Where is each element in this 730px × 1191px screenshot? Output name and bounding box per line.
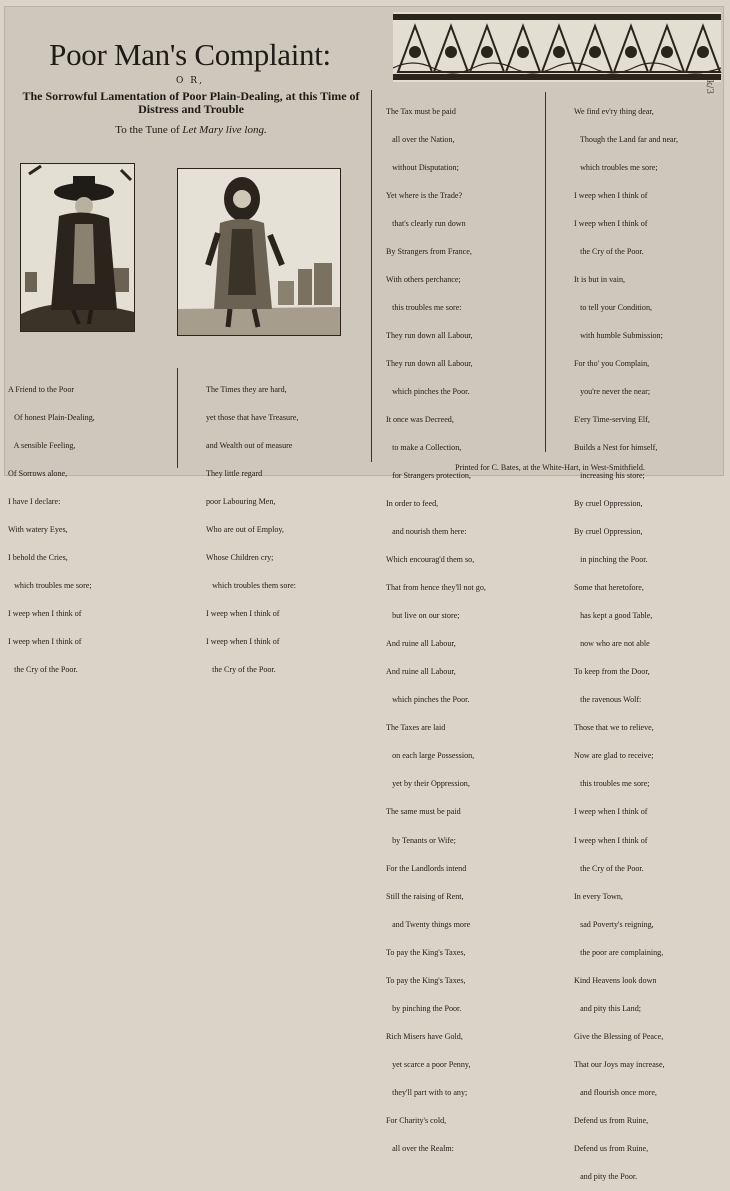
- verse-line: to tell your Condition,: [574, 302, 653, 312]
- verse-line: without Disputation;: [386, 162, 459, 172]
- verse-line: which troubles them sore:: [206, 580, 296, 590]
- verse-line: yet scarce a poor Penny,: [386, 1059, 471, 1069]
- verse-line: Kind Heavens look down: [574, 975, 657, 985]
- verse-line: by pinching the Poor.: [386, 1003, 462, 1013]
- verse-line: in pinching the Poor.: [574, 555, 648, 565]
- verse-line: To pay the King's Taxes,: [386, 947, 466, 957]
- verse-line: poor Labouring Men,: [206, 496, 276, 506]
- verse-line: the ravenous Wolf:: [574, 695, 642, 705]
- verse-line: And ruine all Labour,: [386, 639, 456, 649]
- verse-line: for Strangers protection,: [386, 471, 471, 481]
- verse-line: Yet where is the Trade?: [386, 190, 463, 200]
- verse-line: Defend us from Ruine,: [574, 1143, 649, 1153]
- verse-line: Of honest Plain-Dealing,: [8, 412, 95, 422]
- verse-line: It is but in vain,: [574, 274, 626, 284]
- verse-line: on each large Possession,: [386, 751, 475, 761]
- verse-line: which troubles me sore;: [8, 580, 92, 590]
- verse-line: the Cry of the Poor.: [206, 665, 276, 674]
- verse-line: this troubles me sore:: [386, 302, 462, 312]
- verse-line: I weep when I think of: [8, 636, 82, 646]
- verse-line: I weep when I think of: [8, 608, 82, 618]
- verse-line: you're never the near;: [574, 387, 651, 396]
- verse-line: A Friend to the Poor: [8, 384, 75, 394]
- verse-column-1: [8, 366, 95, 684]
- verse-line: and Wealth out of measure: [206, 440, 293, 450]
- verse-line: With watery Eyes,: [8, 524, 68, 534]
- verse-line: I weep when I think of: [574, 218, 648, 228]
- printer-imprint: Printed for C. Bates, at the White-Hart, in West-Smithfield.: [455, 463, 645, 472]
- verse-line: The same must be paid: [386, 807, 461, 817]
- verse-line: increasing his store;: [574, 471, 645, 481]
- archive-margin-note: k/3: [704, 79, 715, 95]
- verse-line: By cruel Oppression,: [574, 527, 643, 537]
- verse-line: I weep when I think of: [574, 835, 648, 845]
- verse-line: I have I declare:: [8, 496, 61, 506]
- verse-line: Which encourag'd them so,: [386, 555, 475, 565]
- verse-line: Still the raising of Rent,: [386, 891, 464, 901]
- verse-line: and Twenty things more: [386, 919, 471, 929]
- verse-line: I weep when I think of: [206, 608, 280, 618]
- ballad-title: Poor Man's Complaint:: [49, 37, 331, 72]
- verse-line: That from hence they'll not go,: [386, 583, 486, 593]
- column-rule: [371, 90, 372, 462]
- verse-line: Rich Misers have Gold,: [386, 1031, 463, 1041]
- verse-line: By Strangers from France,: [386, 246, 472, 256]
- verse-line: and pity this Land;: [574, 1003, 641, 1013]
- verse-line: all over the Nation,: [386, 134, 455, 144]
- verse-line: To pay the King's Taxes,: [386, 975, 466, 985]
- column-rule: [177, 368, 178, 468]
- verse-line: The Times they are hard,: [206, 384, 287, 394]
- verse-line: this troubles me sore;: [574, 779, 650, 789]
- verse-line: Who are out of Employ,: [206, 524, 284, 534]
- verse-line: I weep when I think of: [206, 636, 280, 646]
- verse-line: Of Sorrows alone,: [8, 468, 68, 478]
- verse-line: Those that we to relieve,: [574, 723, 654, 733]
- verse-line: To keep from the Door,: [574, 667, 650, 677]
- verse-line: That our Joys may increase,: [574, 1059, 665, 1069]
- verse-line: Whose Children cry;: [206, 552, 274, 562]
- verse-line: E'ery Time-serving Elf,: [574, 415, 650, 425]
- verse-line: the Cry of the Poor.: [574, 863, 644, 873]
- verse-line: Some that heretofore,: [574, 583, 644, 593]
- verse-line: by Tenants or Wife;: [386, 835, 456, 845]
- verse-line: For the Landlords intend: [386, 863, 467, 873]
- verse-line: Defend us from Ruine,: [574, 1115, 649, 1125]
- verse-line: I weep when I think of: [574, 807, 648, 817]
- verse-line: sad Poverty's reigning,: [574, 919, 654, 929]
- verse-line: yet by their Oppression,: [386, 779, 470, 789]
- verse-line: It once was Decreed,: [386, 415, 454, 425]
- verse-line: they'll part with to any;: [386, 1087, 468, 1097]
- verse-line: and pity the Poor.: [574, 1171, 638, 1181]
- woodcut-gentleman: [177, 168, 341, 336]
- tune-line: [16, 124, 366, 136]
- verse-line: and nourish them here:: [386, 527, 467, 537]
- verse-line: In order to feed,: [386, 499, 439, 509]
- verse-column-3: [386, 88, 486, 1163]
- verse-line: The Tax must be paid: [386, 106, 456, 116]
- tune-prefix: To the Tune of: [115, 124, 180, 136]
- verse-line: By cruel Oppression,: [574, 499, 643, 509]
- or-separator: O R,: [176, 76, 204, 86]
- verse-line: A sensible Feeling,: [8, 440, 76, 450]
- tune-name: Let Mary live long.: [182, 124, 267, 136]
- verse-line: which troubles me sore;: [574, 162, 658, 172]
- verse-line: For tho' you Complain,: [574, 358, 650, 368]
- verse-line: They little regard: [206, 468, 263, 478]
- woodcut-poor-man: [20, 163, 135, 332]
- verse-line: with humble Submission;: [574, 330, 663, 340]
- verse-line: but live on our store;: [386, 611, 460, 621]
- verse-line: Give the Blessing of Peace,: [574, 1031, 664, 1041]
- verse-line: which pinches the Poor.: [386, 695, 470, 705]
- verse-column-4: [574, 88, 678, 1191]
- verse-line: In every Town,: [574, 891, 623, 901]
- verse-line: We find ev'ry thing dear,: [574, 106, 654, 116]
- verse-line: all over the Realm:: [386, 1143, 454, 1153]
- column-rule: [545, 92, 546, 452]
- verse-line: now who are not able: [574, 639, 650, 649]
- verse-line: Now are glad to receive;: [574, 751, 654, 761]
- verse-line: yet those that have Treasure,: [206, 412, 299, 422]
- verse-line: to make a Collection,: [386, 443, 462, 453]
- verse-line: For Charity's cold,: [386, 1115, 447, 1125]
- verse-line: And ruine all Labour,: [386, 667, 456, 677]
- verse-line: They run down all Labour,: [386, 358, 473, 368]
- verse-line: and flourish once more,: [574, 1087, 657, 1097]
- ballad-subtitle: The Sorrowful Lamentation of Poor Plain-Dealing, at this Time of Distress and Trouble: [22, 89, 360, 116]
- verse-line: has kept a good Table,: [574, 611, 653, 621]
- verse-line: the Cry of the Poor.: [574, 246, 644, 256]
- verse-line: Builds a Nest for himself,: [574, 443, 658, 453]
- ornamental-border: [393, 12, 721, 82]
- verse-line: With others perchance;: [386, 274, 461, 284]
- verse-line: I weep when I think of: [574, 190, 648, 200]
- verse-line: that's clearly run down: [386, 218, 466, 228]
- verse-line: which pinches the Poor.: [386, 387, 470, 396]
- verse-column-2: [206, 366, 298, 684]
- verse-line: They run down all Labour,: [386, 330, 473, 340]
- verse-line: Though the Land far and near,: [574, 134, 679, 144]
- verse-line: the poor are complaining,: [574, 947, 664, 957]
- verse-line: I behold the Cries,: [8, 552, 68, 562]
- verse-line: the Cry of the Poor.: [8, 665, 78, 674]
- verse-line: The Taxes are laid: [386, 723, 446, 733]
